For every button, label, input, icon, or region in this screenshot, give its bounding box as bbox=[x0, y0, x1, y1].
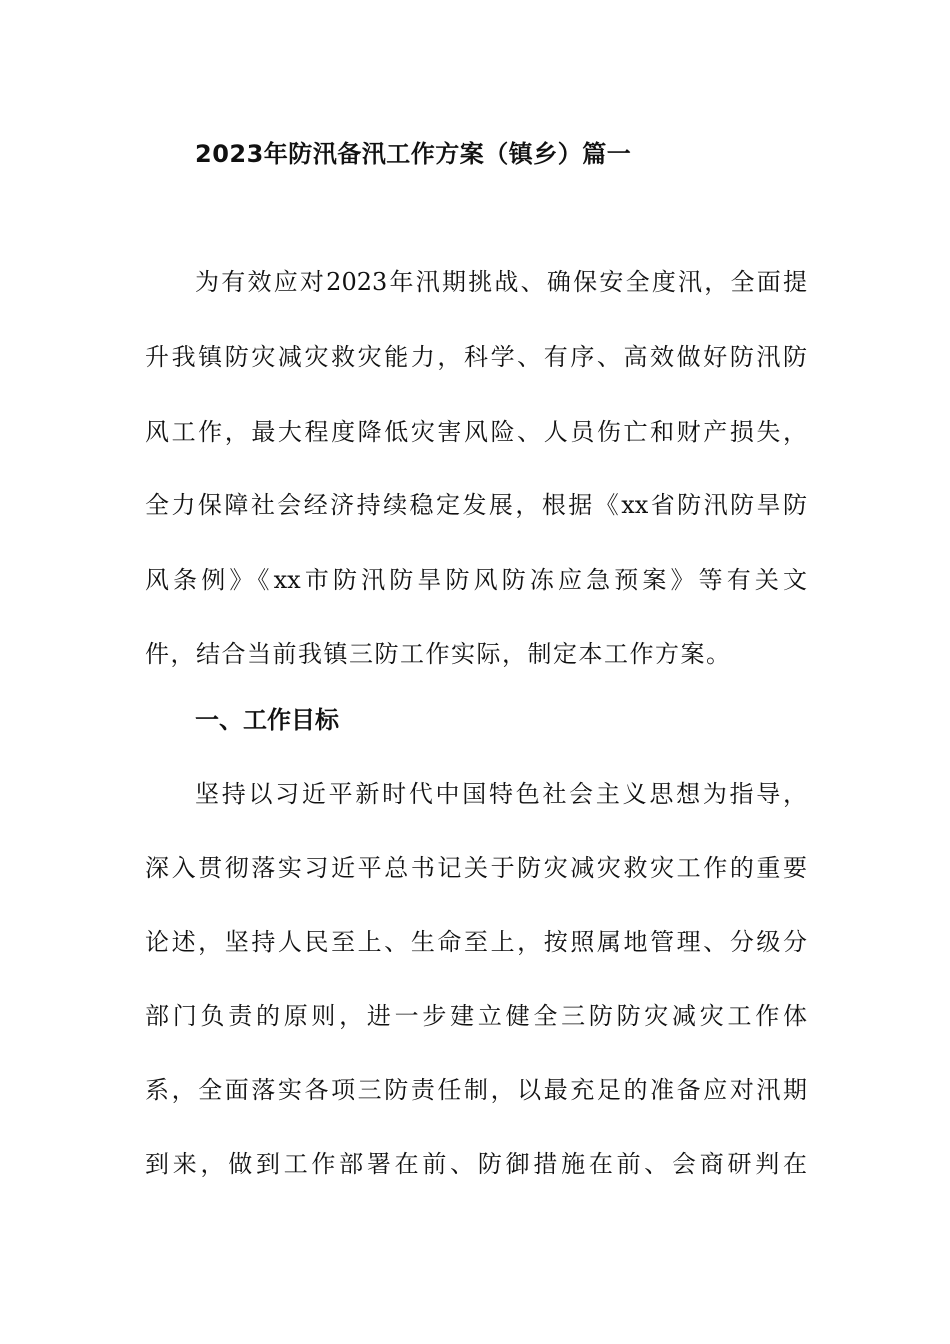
paragraph-line: 系，全面落实各项三防责任制，以最充足的准备应对汛期 bbox=[145, 1076, 807, 1104]
paragraph-line: 风工作，最大程度降低灾害风险、人员伤亡和财产损失， bbox=[145, 418, 807, 446]
paragraph-line: 到来，做到工作部署在前、防御措施在前、会商研判在 bbox=[145, 1150, 807, 1178]
paragraph-line: 风条例》《xx市防汛防旱防风防冻应急预案》等有关文 bbox=[145, 566, 807, 594]
paragraph-line: 升我镇防灾减灾救灾能力，科学、有序、高效做好防汛防 bbox=[145, 343, 807, 371]
paragraph-line: 全力保障社会经济持续稳定发展，根据《xx省防汛防旱防 bbox=[145, 491, 807, 519]
paragraph-line: 部门负责的原则，进一步建立健全三防防灾减灾工作体 bbox=[145, 1002, 807, 1030]
paragraph-line: 件，结合当前我镇三防工作实际，制定本工作方案。 bbox=[145, 640, 732, 668]
paragraph-line: 为有效应对2023年汛期挑战、确保安全度汛，全面提 bbox=[195, 268, 807, 296]
paragraph-line: 论述，坚持人民至上、生命至上，按照属地管理、分级分 bbox=[145, 928, 807, 956]
document-title: 2023年防汛备汛工作方案（镇乡）篇一 bbox=[195, 140, 632, 168]
paragraph-line: 深入贯彻落实习近平总书记关于防灾减灾救灾工作的重要 bbox=[145, 854, 807, 882]
paragraph-line: 坚持以习近平新时代中国特色社会主义思想为指导， bbox=[195, 780, 807, 808]
section-heading: 一、工作目标 bbox=[195, 706, 339, 734]
